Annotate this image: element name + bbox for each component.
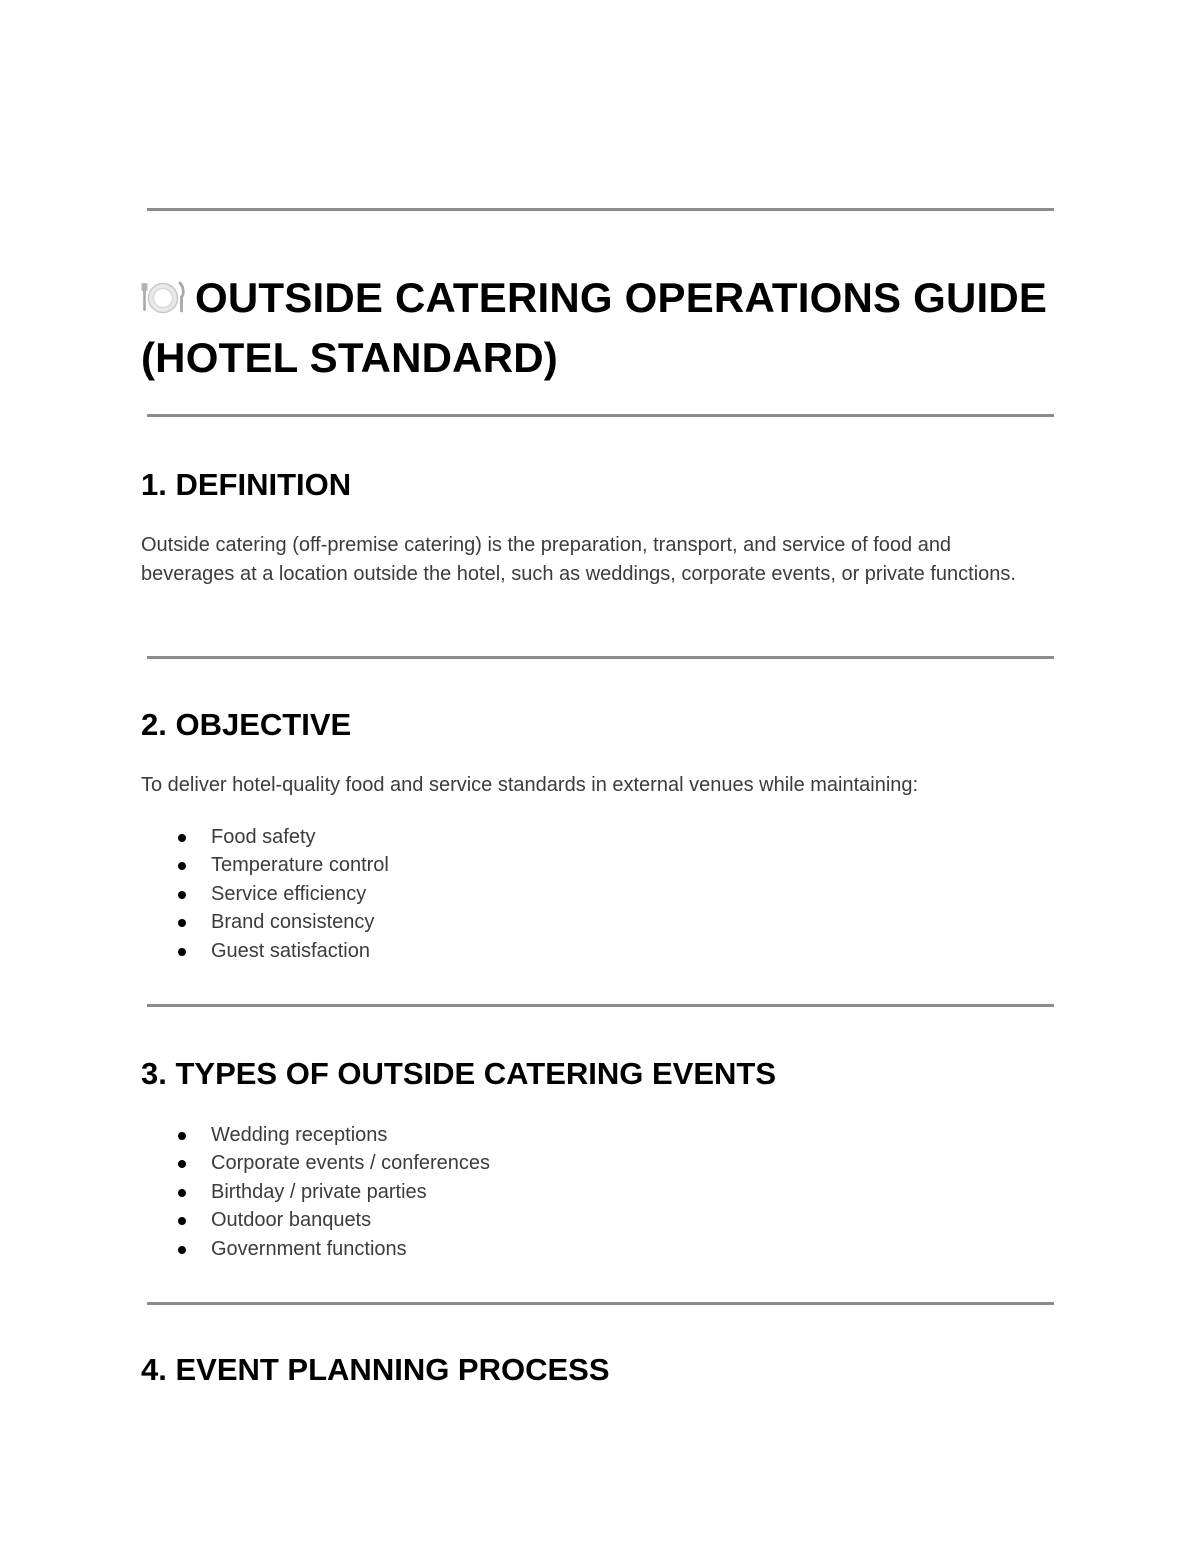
list-item: Service efficiency: [141, 880, 389, 908]
list-item: Temperature control: [141, 851, 389, 879]
section-heading-types: 3. TYPES OF OUTSIDE CATERING EVENTS: [141, 1056, 777, 1091]
section-heading-definition: 1. DEFINITION: [141, 467, 352, 502]
objective-paragraph: To deliver hotel-quality food and service standards in external venues while maintaining:: [141, 774, 919, 796]
list-item: Corporate events / conferences: [141, 1149, 490, 1177]
bullet-icon: [178, 1189, 186, 1197]
list-item: Wedding receptions: [141, 1121, 490, 1149]
bullet-icon: [178, 1132, 186, 1140]
horizontal-divider: [147, 656, 1054, 659]
objective-list: [141, 823, 389, 965]
list-item: Food safety: [141, 823, 389, 851]
document-title: [141, 268, 1061, 388]
section-heading-planning: 4. EVENT PLANNING PROCESS: [141, 1352, 610, 1387]
bullet-icon: [178, 834, 186, 842]
section-heading-objective: 2. OBJECTIVE: [141, 707, 352, 742]
horizontal-divider: [147, 1302, 1054, 1305]
bullet-icon: [178, 862, 186, 870]
bullet-icon: [178, 1217, 186, 1225]
horizontal-divider: [147, 414, 1054, 417]
bullet-icon: [178, 891, 186, 899]
list-item: Brand consistency: [141, 908, 389, 936]
list-item: Outdoor banquets: [141, 1206, 490, 1234]
horizontal-divider: [147, 208, 1054, 211]
bullet-icon: [178, 1246, 186, 1254]
list-item: Birthday / private parties: [141, 1178, 490, 1206]
document-title-text: OUTSIDE CATERING OPERATIONS GUIDE (HOTEL STANDARD): [141, 274, 1048, 381]
bullet-icon: [178, 948, 186, 956]
horizontal-divider: [147, 1004, 1054, 1007]
list-item: Guest satisfaction: [141, 937, 389, 965]
plate-with-cutlery-icon: [141, 275, 185, 319]
list-item: Government functions: [141, 1235, 490, 1263]
event-types-list: [141, 1121, 490, 1263]
bullet-icon: [178, 919, 186, 927]
definition-paragraph: Outside catering (off-premise catering) is the preparation, transport, and service of food and beverages at a location outside the hotel, such as weddings, corporate events, or private functions.: [141, 534, 1016, 585]
bullet-icon: [178, 1160, 186, 1168]
